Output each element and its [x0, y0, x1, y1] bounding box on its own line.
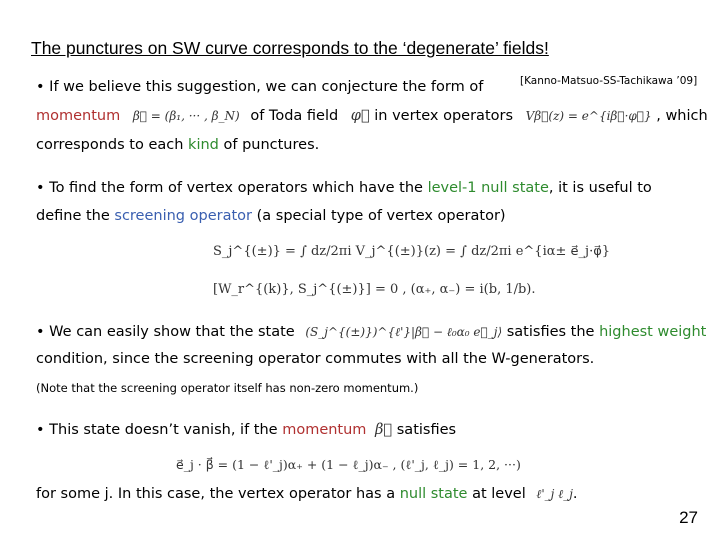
- period: .: [572, 486, 578, 502]
- phi-symbol: φ⃗: [350, 108, 370, 124]
- bullet-2-post: , it is useful to: [548, 180, 652, 196]
- bullet-2-line-2: [36, 208, 506, 224]
- bullet-2-pre: To find the form of vertex operators which have the: [49, 180, 428, 196]
- state-formula: (S_j^{(±)})^{ℓ'}|β⃗ − ℓ₀α₀ e⃗_j⟩: [305, 325, 503, 339]
- page-number: 27: [679, 508, 698, 527]
- bullet-1-line-1: [36, 79, 483, 95]
- momentum-term-2: momentum: [282, 422, 367, 438]
- in-vertex-text: in vertex operators: [374, 108, 514, 124]
- bullet-4-post: satisfies: [396, 422, 457, 438]
- line3-pre: corresponds to each: [36, 137, 189, 153]
- kind-term: kind: [188, 137, 219, 153]
- slide-title: The punctures on SW curve corresponds to the ‘degenerate’ fields!: [31, 38, 549, 58]
- bullet-4-line-1: [36, 422, 456, 438]
- bullet-4-pre: This state doesn’t vanish, if the: [49, 422, 283, 438]
- bullet-2-line-1: [36, 180, 652, 196]
- which-text: , which: [656, 108, 708, 124]
- momentum-term: momentum: [36, 108, 121, 124]
- line2-post: (a special type of vertex operator): [252, 208, 506, 224]
- citation: [Kanno-Matsuo-SS-Tachikawa ’09]: [520, 75, 698, 87]
- bullet-1-line-3: [36, 137, 319, 153]
- level-formula: ℓ'_j ℓ_j: [536, 487, 573, 501]
- note-text: (Note that the screening operator itself has non-zero momentum.): [36, 381, 419, 395]
- screening-operator-term: screening operator: [114, 208, 252, 224]
- bullet-2: •: [36, 180, 45, 196]
- bullet-3-pre: We can easily show that the state: [49, 324, 295, 340]
- null-state-term: level-1 null state: [427, 180, 549, 196]
- bullet-1-text: If we believe this suggestion, we can conjecture the form of: [49, 79, 484, 95]
- line3-post: of punctures.: [218, 137, 320, 153]
- beta-symbol: β⃗: [375, 422, 393, 438]
- screening-equation: S_j^{(±)} = ∫ dz/2πi V_j^{(±)}(z) = ∫ dz/2πi e^{iα± e⃗_j·φ⃗}: [213, 244, 611, 259]
- bullet-3-mid: satisfies the: [506, 324, 600, 340]
- bullet-4-line-3: [36, 486, 578, 502]
- null-state-term-2: null state: [399, 486, 468, 502]
- bullet-1-line-2: [36, 108, 708, 124]
- of-toda-text: of Toda field: [250, 108, 339, 124]
- last-mid: at level: [467, 486, 526, 502]
- last-pre: for some j. In this case, the vertex operator has a: [36, 486, 400, 502]
- momentum-formula: β⃗ = (β₁, ··· , β_N): [132, 109, 240, 123]
- momentum-condition-equation: e⃗_j · β⃗ = (1 − ℓ'_j)α₊ + (1 − ℓ_j)α₋ , (ℓ'_j, ℓ_j) = 1, 2, ···): [176, 457, 521, 472]
- bullet-3: •: [36, 324, 45, 340]
- highest-weight-term: highest weight: [599, 324, 707, 340]
- bullet-4: •: [36, 422, 45, 438]
- line2-pre: define the: [36, 208, 115, 224]
- commutator-equation: [W_r^{(k)}, S_j^{(±)}] = 0 , (α₊, α₋) = i(b, 1/b).: [213, 282, 536, 297]
- bullet-3-line-2: condition, since the screening operator commutes with all the W-generators.: [36, 351, 595, 367]
- vertex-operator-formula: Vβ⃗(z) = e^{iβ⃗·φ⃗}: [525, 109, 652, 123]
- bullet-1: •: [36, 79, 45, 95]
- bullet-3-line-1: [36, 324, 706, 340]
